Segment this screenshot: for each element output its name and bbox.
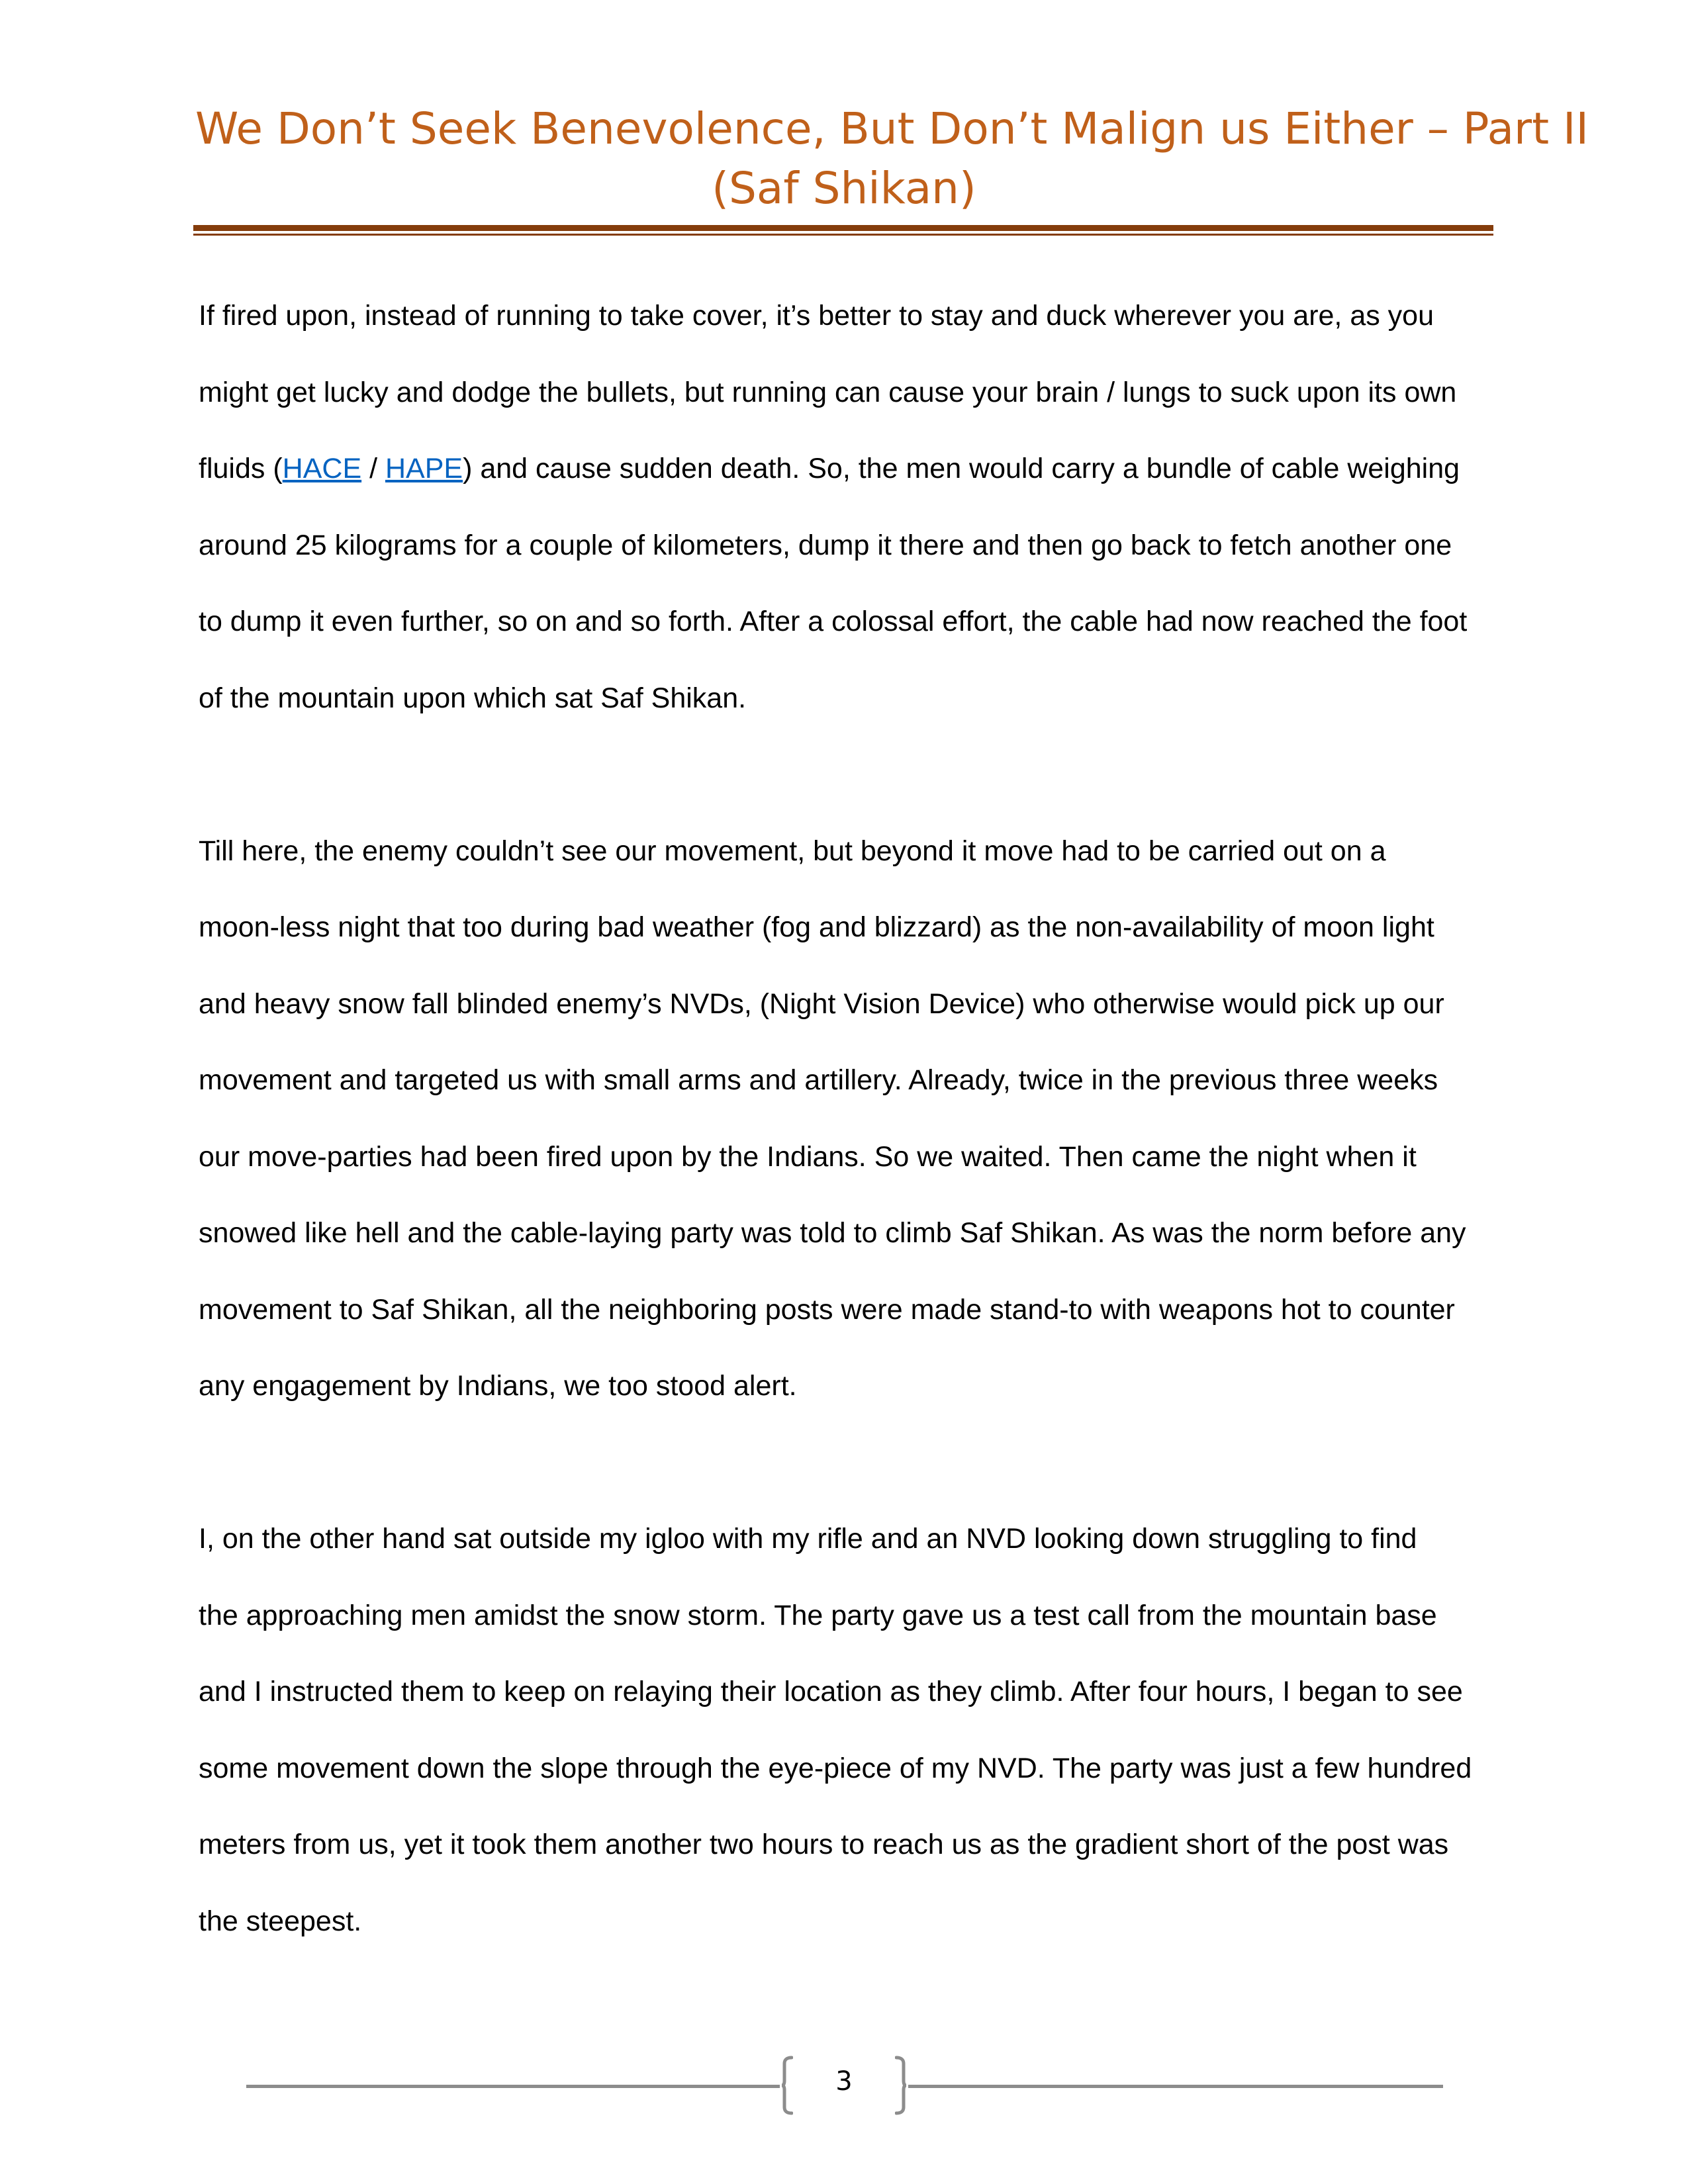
text-line: of the mountain upon which sat Saf Shikan. xyxy=(199,682,747,714)
text-line: to dump it even further, so on and so forth. After a colossal effort, the cable had now reached the foot xyxy=(199,606,1468,637)
title-line-1: We Don’t Seek Benevolence, But Don’t Malign us Either – Part II xyxy=(195,103,1589,154)
paragraph-3 xyxy=(199,1501,1496,1960)
hape-link[interactable]: HAPE xyxy=(385,453,463,484)
header-rule-thick xyxy=(193,225,1493,231)
document-title xyxy=(195,99,1589,218)
text-line: and I instructed them to keep on relaying their location as they climb. After four hours, I began to see xyxy=(199,1676,1463,1707)
text-line: snowed like hell and the cable-laying party was told to climb Saf Shikan. As was the norm before any xyxy=(199,1217,1466,1249)
text-line: the steepest. xyxy=(199,1905,362,1937)
text-line: the approaching men amidst the snow storm. The party gave us a test call from the mountain base xyxy=(199,1599,1437,1631)
text-line: any engagement by Indians, we too stood alert. xyxy=(199,1370,797,1402)
text-line: might get lucky and dodge the bullets, but running can cause your brain / lungs to suck upon its own xyxy=(199,376,1457,408)
page-number: 3 xyxy=(835,2066,853,2097)
title-line-2: (Saf Shikan) xyxy=(712,163,976,214)
right-bracket-icon xyxy=(895,2056,907,2115)
paragraph-2 xyxy=(199,813,1496,1425)
text-line: movement to Saf Shikan, all the neighboring posts were made stand-to with weapons hot to counter xyxy=(199,1293,1455,1326)
text-line: If fired upon, instead of running to take cover, it’s better to stay and duck wherever you are, as you xyxy=(199,300,1434,332)
text-line: moon-less night that too during bad weather (fog and blizzard) as the non-availability of moon light xyxy=(199,911,1434,943)
paragraph-spacer xyxy=(199,737,1496,813)
hace-link[interactable]: HACE xyxy=(282,453,362,484)
text-line: some movement down the slope through the eye-piece of my NVD. The party was just a few hundred xyxy=(199,1752,1472,1784)
footer-rule-right xyxy=(908,2085,1443,2088)
footer-rule-left xyxy=(246,2085,780,2088)
text-segment: fluids ( xyxy=(199,453,283,484)
text-line: Till here, the enemy couldn’t see our movement, but beyond it move had to be carried out on a xyxy=(199,835,1386,867)
text-line: and heavy snow fall blinded enemy’s NVDs, (Night Vision Device) who otherwise would pick up our xyxy=(199,987,1444,1020)
body-text xyxy=(199,278,1496,1960)
text-line xyxy=(199,431,1496,508)
text-line: around 25 kilograms for a couple of kilometers, dump it there and then go back to fetch another one xyxy=(199,529,1452,561)
header-rule-thin xyxy=(193,234,1493,236)
text-line: meters from us, yet it took them another two hours to reach us as the gradient short of the post was xyxy=(199,1829,1449,1860)
paragraph-1 xyxy=(199,278,1496,737)
text-line: our move-parties had been fired upon by the Indians. So we waited. Then came the night when it xyxy=(199,1140,1417,1173)
left-bracket-icon xyxy=(781,2056,793,2115)
text-line: movement and targeted us with small arms and artillery. Already, twice in the previous three weeks xyxy=(199,1064,1438,1096)
text-segment: ) and cause sudden death. So, the men would carry a bundle of cable weighing xyxy=(463,453,1460,484)
text-segment: / xyxy=(361,453,385,484)
text-line: I, on the other hand sat outside my igloo with my rifle and an NVD looking down struggling to find xyxy=(199,1523,1417,1555)
paragraph-spacer xyxy=(199,1425,1496,1502)
